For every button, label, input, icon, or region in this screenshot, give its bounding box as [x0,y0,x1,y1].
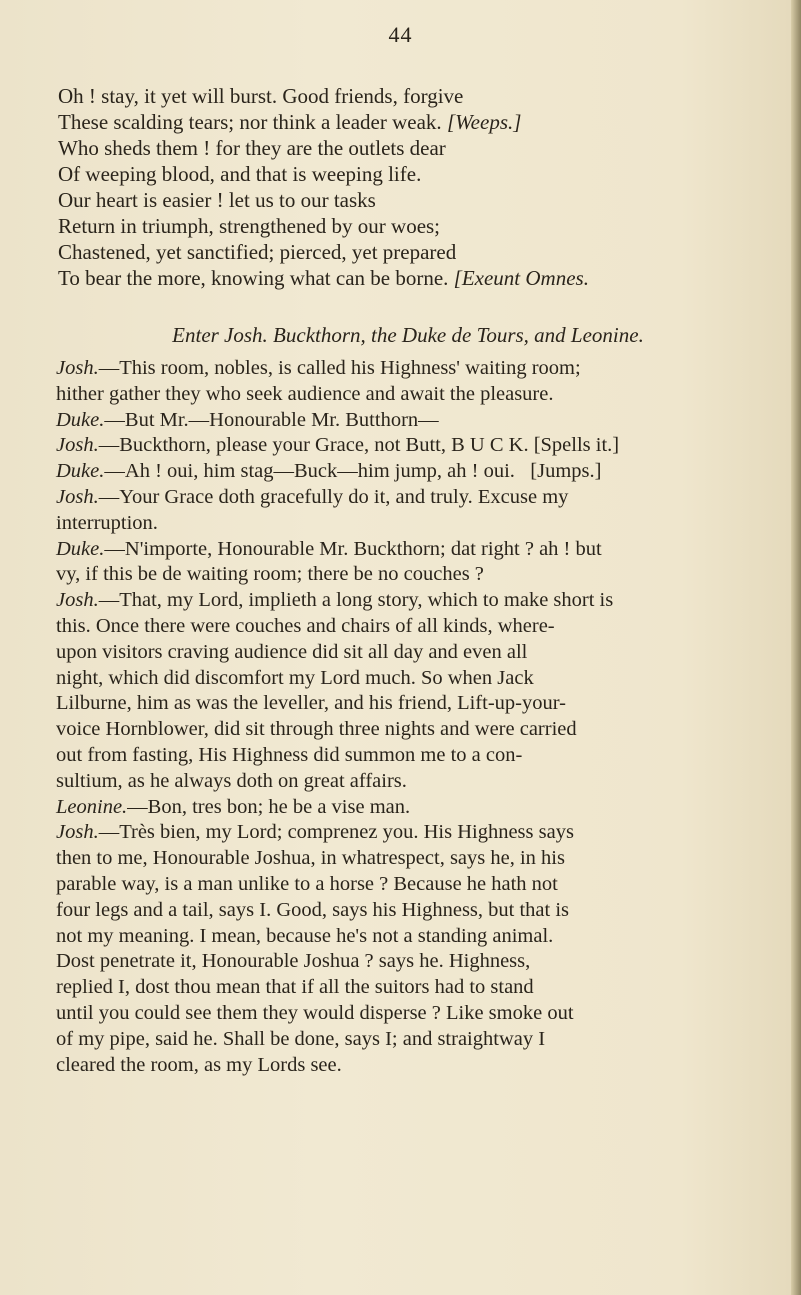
stage-direction: [Weeps.] [446,110,522,134]
speaker-name: Josh. [56,434,99,457]
dialogue [56,356,762,1078]
speech-line: —This room, nobles, is called his Highness' waiting room; [98,357,581,379]
page-edge [791,0,801,1295]
speaker-name: Josh. [56,821,99,844]
speaker-name: Duke. [56,537,105,560]
verse-passage [58,83,758,291]
speech [56,588,762,794]
speech-line: cleared the room, as my Lords see. [56,1053,342,1076]
speech [56,459,762,485]
speech-line: hither gather they who seek audience and await the pleasure. [56,382,554,405]
page-number: 44 [388,22,413,47]
speaker-name: Josh. [56,485,99,508]
speech-line: interruption. [56,511,158,534]
speech-line: —Buckthorn, please your Grace, not Butt, B U C K. [Spells it.] [98,434,620,457]
speech-line: voice Hornblower, did sit through three nights and were carried [56,718,577,741]
speech-line: —That, my Lord, implieth a long story, which to make short is [98,589,614,612]
verse-line: To bear the more, knowing what can be borne. [Exeunt Omnes. [58,266,589,290]
speaker-name: Duke. [56,460,105,483]
speech-line: of my pipe, said he. Shall be done, says I; and straightway I [56,1027,546,1050]
speech-line: —Très bien, my Lord; comprenez you. His Highness says [98,821,574,844]
speaker-name: Duke. [56,408,105,431]
speech-line: night, which did discomfort my Lord much. So when Jack [56,666,534,689]
speech [56,408,762,434]
verse-line: Return in triumph, strengthened by our woes; [58,214,441,238]
verse-line: Oh ! stay, it yet will burst. Good friends, forgive [58,84,464,108]
speech-line: this. Once there were couches and chairs of all kinds, where- [56,614,555,637]
speaker-name: Leonine. [56,795,128,818]
speech [56,795,762,821]
speaker-name: Josh. [56,357,99,379]
verse-line: Chastened, yet sanctified; pierced, yet prepared [58,240,457,264]
speech-line: out from fasting, His Highness did summon me to a con- [56,743,523,766]
speech-line: replied I, dost thou mean that if all the suitors had to stand [56,976,534,999]
speaker-name: Josh. [56,589,99,612]
speech-line: four legs and a tail, says I. Good, says his Highness, but that is [56,898,570,921]
speech [56,356,762,408]
speech [56,537,762,589]
speech [56,485,762,537]
speech-line: Lilburne, him as was the leveller, and his friend, Lift-up-your- [56,692,566,715]
speech-line: upon visitors craving audience did sit all day and even all [56,640,528,663]
stage-entry-direction: Enter Josh. Buckthorn, the Duke de Tours, and Leonine. [172,323,644,347]
speech-line: —Bon, tres bon; he be a vise man. [127,795,411,818]
speech-line: —But Mr.—Honourable Mr. Butthorn— [104,408,439,431]
speech-line: —Your Grace doth gracefully do it, and truly. Excuse my [98,485,569,508]
speech-line: until you could see them they would disperse ? Like smoke out [56,1001,574,1024]
stage-direction: [Exeunt Omnes. [453,266,589,290]
speech-line: —N'importe, Honourable Mr. Buckthorn; dat right ? ah ! but [104,537,602,560]
speech-line: then to me, Honourable Joshua, in whatrespect, says he, in his [56,847,565,870]
speech-line: Dost penetrate it, Honourable Joshua ? says he. Highness, [56,950,531,973]
verse-line: These scalding tears; nor think a leader weak. [Weeps.] [58,110,522,134]
speech [56,433,762,459]
verse-line: Of weeping blood, and that is weeping life. [58,162,422,186]
verse-line: Who sheds them ! for they are the outlets dear [58,136,446,160]
speech-line: vy, if this be de waiting room; there be no couches ? [56,563,484,586]
speech [56,820,762,1078]
speech-line: parable way, is a man unlike to a horse ? Because he hath not [56,872,558,895]
speech-line: not my meaning. I mean, because he's not a standing animal. [56,924,554,947]
speech-line: —Ah ! oui, him stag—Buck—him jump, ah ! oui. [Jumps.] [104,460,602,483]
verse-line: Our heart is easier ! let us to our tasks [58,188,376,212]
speech-line: sultium, as he always doth on great affairs. [56,769,407,792]
